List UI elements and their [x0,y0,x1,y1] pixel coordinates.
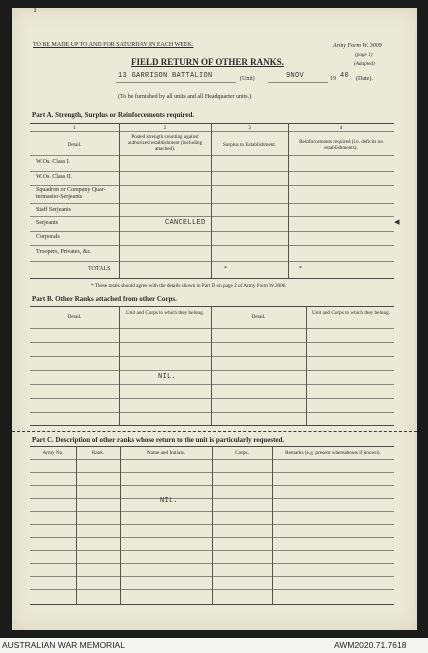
totals-label: TOTALS [88,266,111,272]
page-note: (page 1) [355,52,373,58]
instruction-text: TO BE MADE UP TO AND FOR SATURDAY IN EACH WEEK. [33,42,194,48]
col-header-posted-strength: Posted strength counting against authorized establishment (including attached). [127,134,203,152]
army-form-number: Army Form W. 3009 [333,43,382,49]
part-c-nil: NIL. [160,497,179,505]
part-a-top-rule [30,123,394,124]
col-number-1: 1 [73,125,76,131]
part-b-row-rule [30,342,394,343]
col-header-detail: Detail. [67,142,82,148]
part-b-top-rule [30,306,394,307]
part-c-col-divider [76,446,77,604]
part-c-bottom-rule [30,604,394,605]
part-a-row-rule [30,216,394,217]
part-b-header-unit-2: Unit and Corps to which they belong. [312,310,390,316]
row-serjeants: Serjeants [36,220,58,226]
part-b-row-rule [30,412,394,413]
unit-underline [116,82,236,83]
part-b-row-rule [30,398,394,399]
part-c-title: Part C. Description of other ranks whose return to the unit is particularly requested. [32,436,285,444]
row-troopers: Troopers, Privates, &c. [36,249,92,255]
part-b-row-rule [30,370,394,371]
part-b-header-detail-2: Detail. [251,314,266,320]
part-a-footnote: * These totals should agree with the details shown in Part D on page 2 of Army Form W.3006. [91,283,287,289]
part-c-col-divider [120,446,121,604]
date-year: 40 [340,72,350,80]
part-a-bottom-rule [30,278,394,279]
adapted-note: (Adapted) [354,61,375,67]
part-a-row-rule [30,231,394,232]
punch-hole-mark: ◂ [394,216,400,228]
part-c-header-army-no: Army No. [42,450,64,456]
row-wo-class-2: W.Os. Class II. [36,174,73,180]
unit-value: 13 GARRISON BATTALION [118,72,213,80]
unit-label: (Unit) [240,76,255,82]
part-b-header-unit-1: Unit and Corps to which they belong. [126,310,204,316]
date-year-prefix: 19 [330,76,336,82]
part-b-title: Part B. Other Ranks attached from other Corps. [32,295,177,303]
col-number-3: 3 [248,125,251,131]
footer-accession-number: AWM2020.71.7618 [334,640,407,650]
date-underline [268,82,328,83]
part-b-col-divider [119,306,120,425]
date-label: (Date). [356,76,373,82]
part-a-number-rule [30,131,394,132]
part-a-row-rule [30,245,394,246]
part-b-row-rule [30,384,394,385]
row-wo-class-1: W.Os. Class I. [36,159,71,165]
furnish-note: (To be furnished by all units and all Headquarter units.) [118,94,252,100]
part-c-header-name: Name and Initials. [146,450,186,456]
part-b-nil: NIL. [158,373,177,381]
cancelled-stamp: CANCELLED [165,219,206,227]
footer-source: AUSTRALIAN WAR MEMORIAL [2,640,125,650]
col-number-4: 4 [339,125,343,131]
perforation-line [12,431,417,432]
part-a-header-rule [30,155,394,156]
part-b-header-detail-1: Detail. [67,314,82,320]
part-a-row-rule [30,171,394,172]
part-a-title: Part A. Strength, Surplus or Reinforcements required. [32,111,195,119]
part-b-row-rule [30,356,394,357]
part-c-header-corps: Corps. [235,450,249,456]
part-a-col-divider [288,123,289,278]
col-number-2: 2 [163,125,167,131]
date-day: 9NOV [286,72,305,80]
part-a-col-divider [119,123,120,278]
part-b-col-divider [306,306,307,425]
row-cqms: Squadron or Company Quar-termaster-Serjeants [36,187,106,200]
part-b-header-rule [30,328,394,329]
row-corporals: Corporals [36,234,60,240]
totals-star-reinforcements: * [299,266,302,272]
part-a-row-rule [30,203,394,204]
part-a-row-rule [30,185,394,186]
part-c-header-rank: Rank. [91,450,105,456]
part-b-col-divider [211,306,212,425]
part-b-bottom-rule [30,425,394,426]
part-c-col-divider [272,446,273,604]
row-staff-serjeants: Staff Serjeants [36,207,72,213]
part-a-row-rule [30,261,394,262]
part-c-header-remarks: Remarks (e.g. present whereabouts if known). [285,450,381,456]
margin-mark: ı [34,5,37,14]
form-title: FIELD RETURN OF OTHER RANKS. [131,57,284,67]
col-header-surplus: Surplus to Establishment. [222,142,277,148]
totals-star-surplus: * [224,266,227,272]
col-header-reinforcements: Reinforcements required (i.e. deficits on establishments). [299,139,383,151]
part-c-col-divider [212,446,213,604]
